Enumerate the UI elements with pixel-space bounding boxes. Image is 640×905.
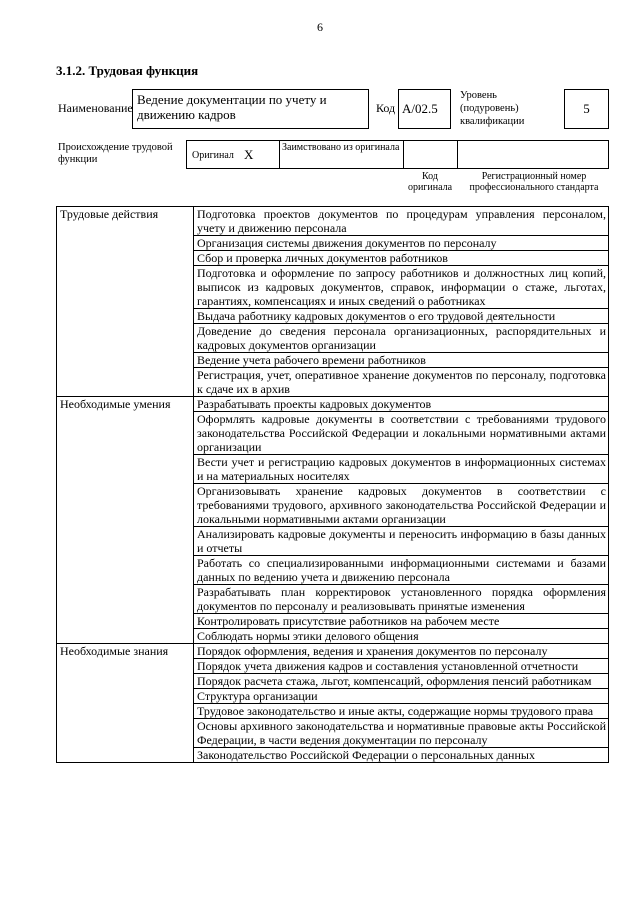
name-value: Ведение документации по учету и движению кадров xyxy=(137,92,327,122)
table-row xyxy=(57,397,609,412)
origin-label: Происхождение трудовой функции xyxy=(58,142,173,165)
table-row xyxy=(57,207,609,236)
item-cell: Вести учет и регистрацию кадровых документов в информационных системах и на материальных носителях xyxy=(194,455,609,484)
name-label: Наименование xyxy=(58,101,133,115)
item-cell: Законодательство Российской Федерации о персональных данных xyxy=(194,748,609,763)
item-cell: Анализировать кадровые документы и переносить информацию в базы данных и отчеты xyxy=(194,527,609,556)
name-box xyxy=(132,89,369,129)
reg-caption: Регистрационный номер профессионального стандарта xyxy=(469,171,599,193)
level-value: 5 xyxy=(583,101,590,116)
level-box xyxy=(564,89,609,129)
item-cell: Оформлять кадровые документы в соответствии с требованиями трудового законодательства Российской Федерации и локальными нормативными актами организации xyxy=(194,412,609,455)
item-cell: Порядок учета движения кадров и составления установленной отчетности xyxy=(194,659,609,674)
borrowed-label: Заимствовано из оригинала xyxy=(282,142,400,153)
item-cell: Соблюдать нормы этики делового общения xyxy=(194,629,609,644)
code-value: А/02.5 xyxy=(402,101,438,116)
item-cell: Сбор и проверка личных документов работников xyxy=(194,251,609,266)
item-cell: Доведение до сведения персонала организационных, распорядительных и кадровых документов организации xyxy=(194,324,609,353)
item-cell: Разрабатывать план корректировок установленного порядка оформления документов по персоналу и реализовывать принятые изменения xyxy=(194,585,609,614)
function-table xyxy=(56,206,609,763)
origin-original-cell xyxy=(187,141,280,168)
original-mark: Х xyxy=(244,147,254,162)
origin-divider-2 xyxy=(457,141,458,168)
origin-divider-1 xyxy=(403,141,404,168)
item-cell: Трудовое законодательство и иные акты, содержащие нормы трудового права xyxy=(194,704,609,719)
code-label: Код xyxy=(376,101,396,115)
origin-box xyxy=(186,140,609,169)
item-cell: Подготовка и оформление по запросу работников и должностных лиц копий, выписок из кадровых документов, справок, информации о стаже, льготах, гарантиях, компенсациях и иных сведений о работниках xyxy=(194,266,609,309)
item-cell: Порядок оформления, ведения и хранения документов по персоналу xyxy=(194,644,609,659)
item-cell: Организовывать хранение кадровых документов в соответствии с требованиями трудового, архивного законодательства Российской Федерации и локальными нормативными актами организации xyxy=(194,484,609,527)
original-label: Оригинал xyxy=(192,150,234,161)
item-cell: Выдача работнику кадровых документов о его трудовой деятельности xyxy=(194,309,609,324)
item-cell: Основы архивного законодательства и нормативные правовые акты Российской Федерации, в части ведения документации по персоналу xyxy=(194,719,609,748)
page-number: 6 xyxy=(317,20,323,34)
item-cell: Ведение учета рабочего времени работников xyxy=(194,353,609,368)
category-cell: Трудовые действия xyxy=(57,207,194,397)
table-row xyxy=(57,644,609,659)
item-cell: Регистрация, учет, оперативное хранение документов по персоналу, подготовка к сдаче их в архив xyxy=(194,368,609,397)
item-cell: Подготовка проектов документов по процедурам управления персоналом, учету и движению персонала xyxy=(194,207,609,236)
item-cell: Структура организации xyxy=(194,689,609,704)
code-caption: Код оригинала xyxy=(407,171,453,193)
section-title: 3.1.2. Трудовая функция xyxy=(56,63,199,78)
item-cell: Разрабатывать проекты кадровых документов xyxy=(194,397,609,412)
item-cell: Контролировать присутствие работников на рабочем месте xyxy=(194,614,609,629)
category-cell: Необходимые умения xyxy=(57,397,194,644)
level-label: Уровень (подуровень) квалификации xyxy=(460,90,525,127)
category-cell: Необходимые знания xyxy=(57,644,194,763)
code-box xyxy=(398,89,451,129)
item-cell: Работать со специализированными информационными системами и базами данных по ведению учета и движению персонала xyxy=(194,556,609,585)
item-cell: Организация системы движения документов по персоналу xyxy=(194,236,609,251)
item-cell: Порядок расчета стажа, льгот, компенсаций, оформления пенсий работникам xyxy=(194,674,609,689)
